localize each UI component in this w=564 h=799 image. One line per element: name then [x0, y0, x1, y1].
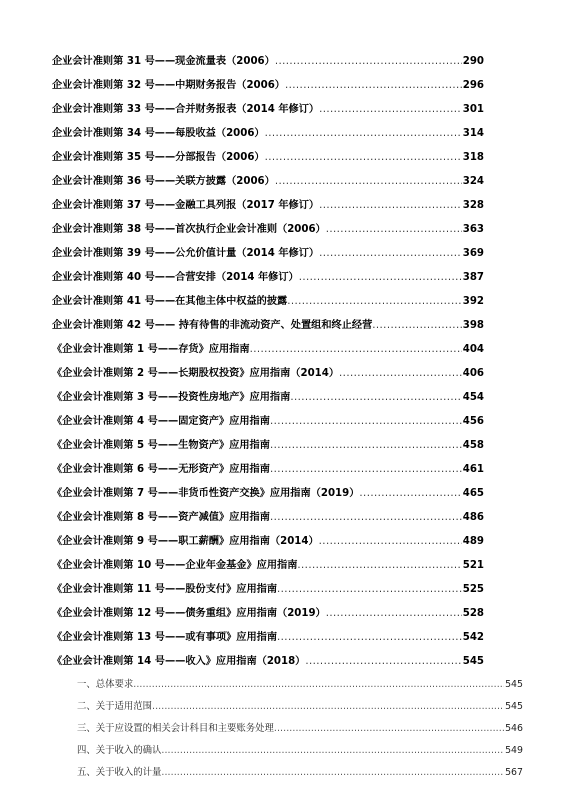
toc-entry-page: 301 [462, 104, 484, 115]
toc-entry[interactable] [52, 462, 484, 478]
dot-leader [265, 150, 462, 166]
toc-entry-page: 318 [462, 152, 484, 163]
toc-entry[interactable] [52, 318, 484, 334]
toc-subentry-page: 549 [505, 745, 523, 756]
toc-subentry-page: 567 [505, 767, 523, 778]
dot-leader [287, 294, 462, 310]
toc-entry[interactable] [52, 414, 484, 430]
toc-entry-page: 456 [462, 416, 484, 427]
toc-entry-page: 458 [462, 440, 484, 451]
toc-entry-title: 《企业会计准则第 7 号——非货币性资产交换》应用指南（2019） [52, 488, 360, 499]
dot-leader [319, 198, 462, 214]
dot-leader [274, 721, 504, 737]
toc-entry-title: 《企业会计准则第 11 号——股份支付》应用指南 [52, 584, 278, 595]
dot-leader [277, 582, 462, 598]
dot-leader [270, 438, 462, 454]
toc-entry-title: 《企业会计准则第 14 号——收入》应用指南（2018） [52, 656, 306, 667]
toc-entry[interactable] [52, 126, 484, 142]
dot-leader [299, 270, 462, 286]
toc-subentry[interactable] [77, 743, 523, 759]
dot-leader [290, 390, 461, 406]
toc-entry-page: 525 [462, 584, 484, 595]
toc-entry[interactable] [52, 174, 484, 190]
toc-entry-title: 《企业会计准则第 3 号——投资性房地产》应用指南 [52, 392, 291, 403]
toc-entry-page: 521 [462, 560, 484, 571]
dot-leader [305, 654, 461, 670]
toc-subentry-title: 五、关于收入的计量 [77, 767, 162, 778]
toc-entry-page: 296 [462, 80, 484, 91]
toc-subentry[interactable] [77, 721, 523, 737]
toc-entry-page: 406 [462, 368, 484, 379]
dot-leader [275, 54, 462, 70]
dot-leader [319, 534, 462, 550]
toc-entry-title: 企业会计准则第 35 号——分部报告（2006） [52, 152, 265, 163]
toc-entry-title: 企业会计准则第 38 号——首次执行企业会计准则（2006） [52, 224, 326, 235]
dot-leader [275, 174, 462, 190]
dot-leader [326, 606, 462, 622]
toc-entry-title: 《企业会计准则第 6 号——无形资产》应用指南 [52, 464, 270, 475]
toc-entry[interactable] [52, 198, 484, 214]
toc-entry-page: 314 [462, 128, 484, 139]
dot-leader [265, 126, 462, 142]
toc-entry[interactable] [52, 222, 484, 238]
dot-leader [285, 78, 462, 94]
toc-entry-page: 363 [462, 224, 484, 235]
toc-subentry[interactable] [77, 699, 523, 715]
dot-leader [133, 677, 504, 693]
dot-leader [250, 342, 462, 358]
dot-leader [277, 630, 462, 646]
dot-leader [297, 558, 461, 574]
toc-entry[interactable] [52, 390, 484, 406]
toc-entry[interactable] [52, 150, 484, 166]
dot-leader [161, 765, 504, 781]
dot-leader [326, 222, 462, 238]
toc-subentry-title: 三、关于应设置的相关会计科目和主要账务处理 [77, 723, 274, 734]
dot-leader [372, 318, 461, 334]
toc-entry-title: 企业会计准则第 40 号——合营安排（2014 年修订） [52, 272, 299, 283]
toc-subentry-title: 二、关于适用范围 [77, 701, 153, 712]
toc-subentry-title: 四、关于收入的确认 [77, 745, 162, 756]
toc-entry[interactable] [52, 102, 484, 118]
toc-subentry-page: 545 [505, 701, 523, 712]
toc-entry-title: 企业会计准则第 31 号——现金流量表（2006） [52, 56, 275, 67]
toc-subentry-title: 一、总体要求 [77, 679, 134, 690]
toc-entry-title: 《企业会计准则第 4 号——固定资产》应用指南 [52, 416, 270, 427]
toc-entry[interactable] [52, 558, 484, 574]
toc-entry-page: 489 [462, 536, 484, 547]
toc-entry-title: 《企业会计准则第 12 号——债务重组》应用指南（2019） [52, 608, 326, 619]
toc-entry-title: 企业会计准则第 41 号——在其他主体中权益的披露 [52, 296, 288, 307]
toc-entry[interactable] [52, 582, 484, 598]
toc-entry-title: 《企业会计准则第 5 号——生物资产》应用指南 [52, 440, 270, 451]
toc-entry-page: 461 [462, 464, 484, 475]
toc-entry-page: 454 [462, 392, 484, 403]
toc-entry-page: 328 [462, 200, 484, 211]
toc-entry-page: 486 [462, 512, 484, 523]
toc-entry-page: 542 [462, 632, 484, 643]
toc-entry-page: 387 [462, 272, 484, 283]
toc-entry[interactable] [52, 246, 484, 262]
toc-entry[interactable] [52, 366, 484, 382]
toc-entry[interactable] [52, 510, 484, 526]
toc-entry-title: 企业会计准则第 36 号——关联方披露（2006） [52, 176, 275, 187]
toc-entry[interactable] [52, 270, 484, 286]
toc-subentry-page: 546 [505, 723, 523, 734]
toc-entry-page: 404 [462, 344, 484, 355]
dot-leader [339, 366, 462, 382]
dot-leader [270, 462, 462, 478]
dot-leader [152, 699, 504, 715]
toc-entry[interactable] [52, 486, 484, 502]
dot-leader [161, 743, 504, 759]
toc-entry-title: 企业会计准则第 39 号——公允价值计量（2014 年修订） [52, 248, 320, 259]
toc-entry[interactable] [52, 438, 484, 454]
toc-entry-title: 《企业会计准则第 2 号——长期股权投资》应用指南（2014） [52, 368, 340, 379]
toc-entry-page: 324 [462, 176, 484, 187]
toc-entry-page: 398 [462, 320, 484, 331]
toc-entry-title: 企业会计准则第 32 号——中期财务报告（2006） [52, 80, 285, 91]
toc-entry-page: 465 [462, 488, 484, 499]
toc-entry-title: 《企业会计准则第 9 号——职工薪酬》应用指南（2014） [52, 536, 319, 547]
toc-entry[interactable] [52, 534, 484, 550]
toc-entry[interactable] [52, 78, 484, 94]
toc-entry-title: 企业会计准则第 37 号——金融工具列报（2017 年修订） [52, 200, 320, 211]
toc-entry-title: 《企业会计准则第 1 号——存货》应用指南 [52, 344, 250, 355]
toc-entry-page: 369 [462, 248, 484, 259]
toc-entry[interactable] [52, 54, 484, 70]
toc-entry[interactable] [52, 630, 484, 646]
toc-entry[interactable] [52, 294, 484, 310]
dot-leader [319, 102, 462, 118]
toc-subentry[interactable] [77, 765, 523, 781]
toc-entry-title: 《企业会计准则第 10 号——企业年金基金》应用指南 [52, 560, 298, 571]
toc-entry[interactable] [52, 342, 484, 358]
toc-entry-page: 528 [462, 608, 484, 619]
toc-entry-title: 企业会计准则第 33 号——合并财务报表（2014 年修订） [52, 104, 320, 115]
dot-leader [270, 510, 462, 526]
toc-entry-title: 《企业会计准则第 8 号——资产减值》应用指南 [52, 512, 270, 523]
toc-entry-page: 290 [462, 56, 484, 67]
toc-entry-page: 545 [462, 656, 484, 667]
toc-entry-title: 《企业会计准则第 13 号——或有事项》应用指南 [52, 632, 278, 643]
toc-entry-page: 392 [462, 296, 484, 307]
dot-leader [319, 246, 462, 262]
toc-entry[interactable] [52, 606, 484, 622]
dot-leader [270, 414, 462, 430]
toc-subentry-page: 545 [505, 679, 523, 690]
toc-entry-title: 企业会计准则第 42 号—— 持有待售的非流动资产、处置组和终止经营 [52, 320, 373, 331]
toc-entry[interactable] [52, 654, 484, 670]
toc-subentry[interactable] [77, 677, 523, 693]
dot-leader [359, 486, 461, 502]
toc-entry-title: 企业会计准则第 34 号——每股收益（2006） [52, 128, 265, 139]
